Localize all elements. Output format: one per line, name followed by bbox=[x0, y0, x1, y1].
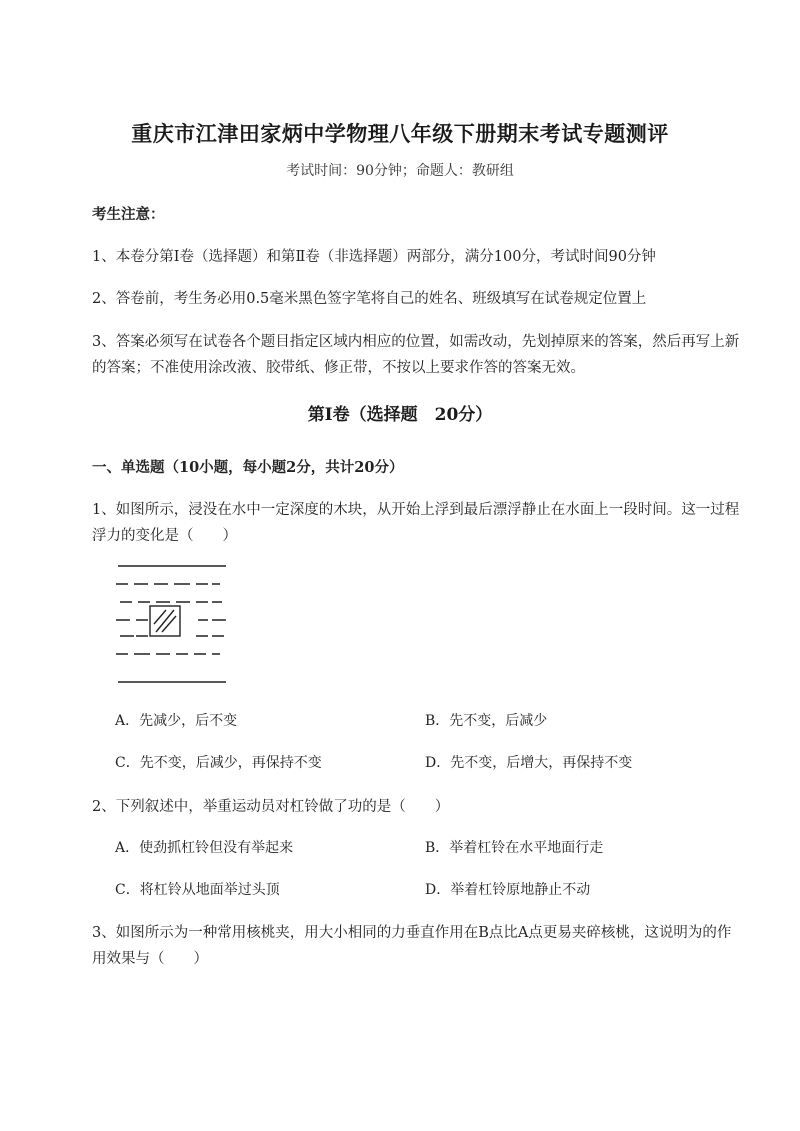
question-2-option-b: B．举着杠铃在水平地面行走 bbox=[425, 840, 604, 856]
question-1-stem-line-1: 1、如图所示，浸没在水中一定深度的木块，从开始上浮到最后漂浮静止在水面上一段时间。这一过程 bbox=[92, 502, 740, 518]
question-2-stem: 2、下列叙述中，举重运动员对杠铃做了功的是（ ） bbox=[92, 799, 450, 815]
question-2-option-c: C．将杠铃从地面举过头顶 bbox=[115, 882, 280, 898]
question-1-option-d: D．先不变，后增大，再保持不变 bbox=[425, 755, 633, 771]
notice-heading: 考生注意： bbox=[92, 206, 165, 223]
notice-item-3-cont: 的答案；不准使用涂改液、胶带纸、修正带，不按以上要求作答的答案无效。 bbox=[92, 360, 585, 376]
section-title: 第I卷（选择题 20分） bbox=[307, 405, 493, 425]
page-title: 重庆市江津田家炳中学物理八年级下册期末考试专题测评 bbox=[131, 121, 669, 146]
question-2-option-a: A．使劲抓杠铃但没有举起来 bbox=[115, 840, 294, 856]
notice-item-1: 1、本卷分第I卷（选择题）和第Ⅱ卷（非选择题）两部分，满分100分，考试时间90分钟 bbox=[92, 249, 656, 265]
question-1-stem-line-2: 浮力的变化是（ ） bbox=[92, 528, 237, 544]
page-subtitle: 考试时间：90分钟；命题人：教研组 bbox=[286, 163, 514, 179]
part-heading: 一、单选题（10小题，每小题2分，共计20分） bbox=[92, 459, 404, 476]
water-block-figure bbox=[112, 558, 237, 690]
question-2-option-d: D．举着杠铃原地静止不动 bbox=[425, 882, 591, 898]
notice-item-3: 3、答案必须写在试卷各个题目指定区域内相应的位置，如需改动，先划掉原来的答案，然后再写上新 bbox=[92, 334, 740, 350]
question-1-option-a: A．先减少，后不变 bbox=[115, 713, 238, 729]
question-3-stem-line-1: 3、如图所示为一种常用核桃夹，用大小相同的力垂直作用在B点比A点更易夹碎核桃，这说明为的作 bbox=[92, 925, 732, 941]
question-3-stem-line-2: 用效果与（ ） bbox=[92, 951, 208, 967]
question-1-option-c: C．先不变，后减少，再保持不变 bbox=[115, 755, 322, 771]
notice-item-2: 2、答卷前，考生务必用0.5毫米黑色签字笔将自己的姓名、班级填写在试卷规定位置上 bbox=[92, 291, 647, 307]
question-1-option-b: B．先不变，后减少 bbox=[425, 713, 548, 729]
